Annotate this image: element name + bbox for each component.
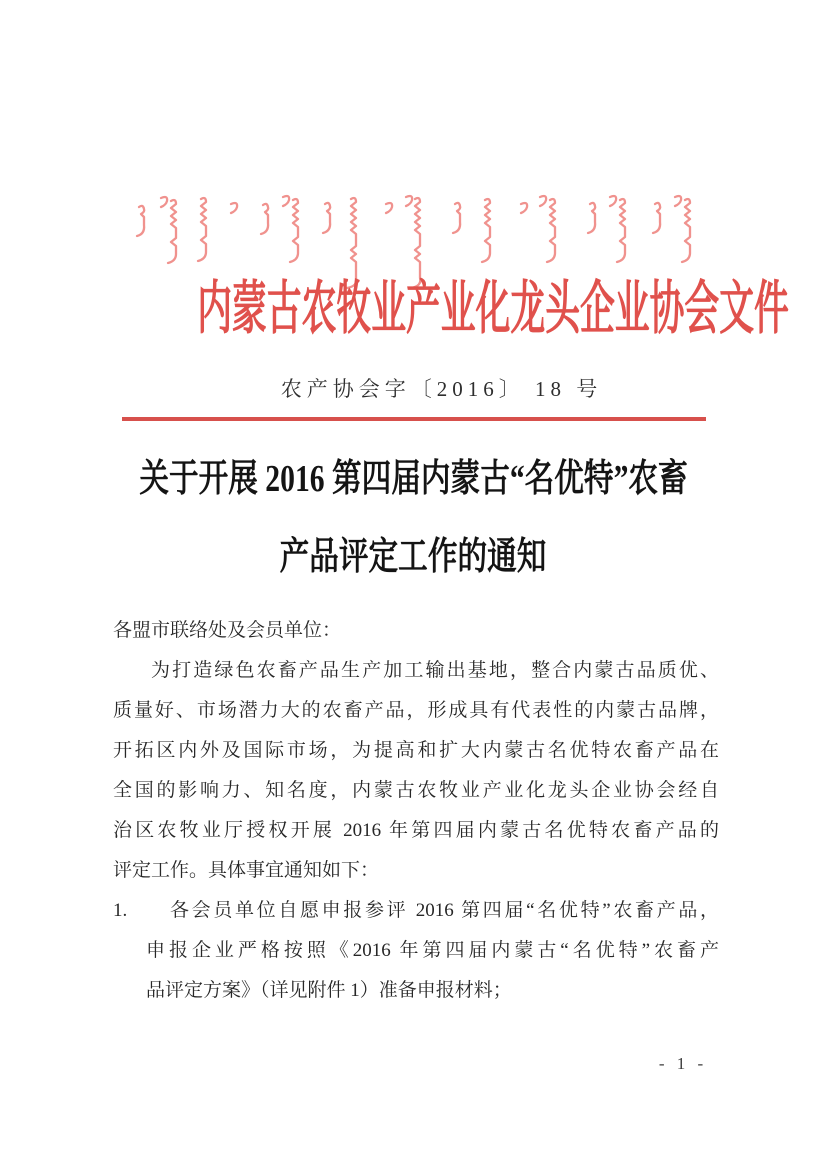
notice-body: [113, 611, 719, 1011]
list-item-number: 1.: [113, 900, 128, 921]
text-line: 各会员单位自愿申报参评 2016 第四届“名优特”农畜产品，: [170, 900, 719, 921]
text-line: 为打造绿色农畜产品生产加工输出基地，整合内蒙古品质优、: [151, 660, 719, 681]
intro-paragraph: [113, 651, 719, 891]
org-title: [0, 270, 827, 348]
text-line: 评定工作。具体事宜通知如下：: [113, 860, 380, 881]
page-number: - 1 -: [658, 1054, 708, 1073]
text-line: 品评定方案》（详见附件 1）准备申报材料；: [146, 980, 512, 1001]
notice-title: [0, 456, 827, 580]
notice-title-line1: 关于开展 2016 第四届内蒙古“名优特”农畜: [139, 458, 688, 500]
text-line: 全国的影响力、知名度，内蒙古农牧业产业化龙头企业协会经自: [113, 780, 719, 801]
text-line: 申报企业严格按照《2016 年第四届内蒙古“名优特”农畜产: [146, 940, 719, 961]
doc-number: 农产协会字〔2016〕 18 号: [280, 377, 603, 401]
text-line: 质量好、市场潜力大的农畜产品，形成具有代表性的内蒙古品牌，: [113, 700, 719, 721]
red-divider-rule: [122, 417, 706, 421]
salutation: 各盟市联络处及会员单位：: [113, 620, 342, 641]
list-item-text: [146, 891, 719, 1011]
org-title-text: 内蒙古农牧业产业化龙头企业协会文件: [197, 276, 789, 341]
list-item: [113, 891, 719, 1011]
text-line: 开拓区内外及国际市场，为提高和扩大内蒙古名优特农畜产品在: [113, 740, 719, 761]
notice-title-line2: 产品评定工作的通知: [280, 536, 547, 578]
text-line: 治区农牧业厅授权开展 2016 年第四届内蒙古名优特农畜产品的: [113, 820, 719, 841]
